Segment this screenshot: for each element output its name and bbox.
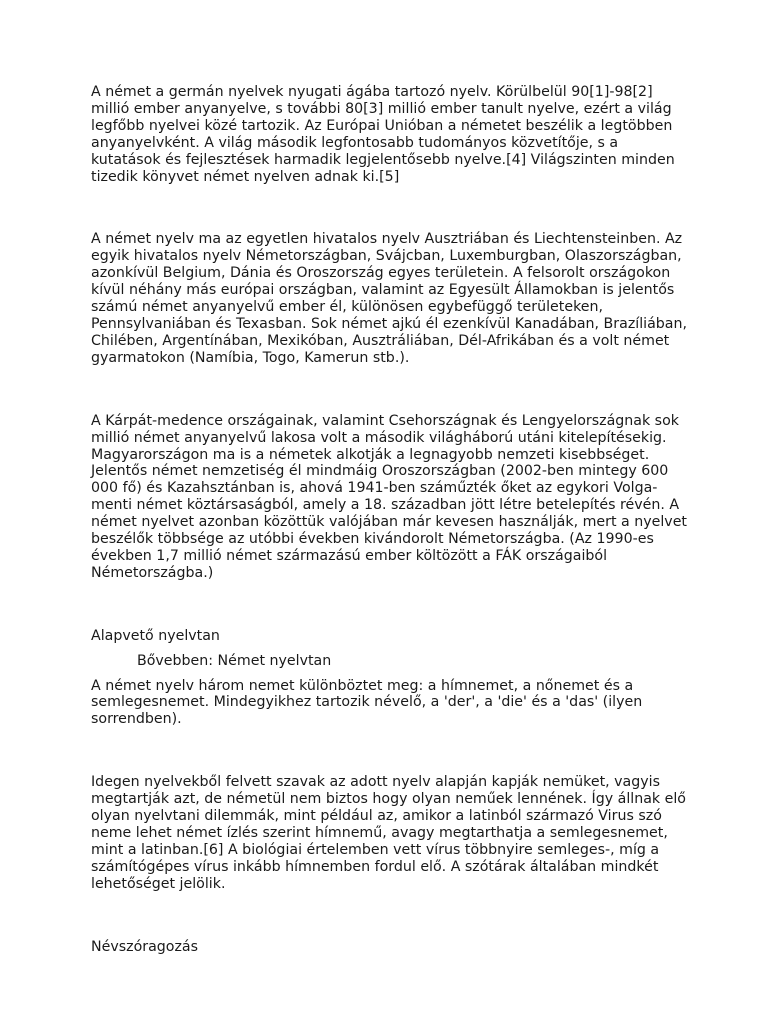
paragraph-official-language: A német nyelv ma az egyetlen hivatalos nyelv Ausztriában és Liechtensteinben. Az egyik hivatalos nyelv Németországban, Svájcban, Luxemburgban, Olaszországban, azonkívül Belgium, Dánia és Oroszország egyes területein. A felsorolt országokon kívül néhány más európai országban, valamint az Egyesült Államokban is jelentős számú német anyanyelvű ember él, különösen egybefüggő területeken, Pennsylvaniában és Texasban. Sok német ajkú él ezenkívül Kanadában, Brazíliában, Chilében, Argentínában, Mexikóban, Ausztráliában, Dél-Afrikában és a volt német gyarmatokon (Namíbia, Togo, Kamerun stb.). [91,231,687,366]
section-heading-grammar: Alapvető nyelvtan [91,627,220,644]
see-also-german-grammar: Bővebben: Német nyelvtan [137,652,332,669]
paragraph-genders: A német nyelv három nemet különböztet meg: a hímnemet, a nőnemet és a semlegesnemet. Mindegyikhez tartozik névelő, a 'der', a 'die' és a 'das' (ilyen sorrendben). [91,677,643,728]
section-heading-declension: Névszóragozás [91,938,199,955]
document-page [91,84,691,956]
paragraph-intro: A német a germán nyelvek nyugati ágába tartozó nyelv. Körülbelül 90[1]-98[2] millió ember anyanyelve, s további 80[3] millió ember tanult nyelve, ezért a világ legfőbb nyelvei közé tartozik. Az Európai Unióban a németet beszélik a legtöbben anyanyelvként. A világ második legfontosabb tudományos közvetítője, s a kutatások és fejlesztések harmadik legjelentősebb nyelve.[4] Világszinten minden tizedik könyvet német nyelven adnak ki.[5] [91,84,675,185]
paragraph-loanwords: Idegen nyelvekből felvett szavak az adott nyelv alapján kapják nemüket, vagyis megtartják azt, de németül nem biztos hogy olyan neműek lennének. Így állnak elő olyan nyelvtani dilemmák, mint például az, amikor a latinból származó Virus szó neme lehet német ízlés szerint hímnemű, avagy megtarthatja a semlegesnemet, mint a latinban.[6] A biológiai értelemben vett vírus többnyire semleges-, míg a számítógépes vírus inkább hímnemben fordul elő. A szótárak általában mindkét lehetőséget jelölik. [91,774,686,892]
paragraph-carpathian-basin: A Kárpát-medence országainak, valamint Csehországnak és Lengyelországnak sok millió német anyanyelvű lakosa volt a második világháború utáni kitelepítésekig. Magyarországon ma is a németek alkotják a legnagyobb nemzeti kisebbséget. Jelentős német nemzetiség él mindmáig Oroszországban (2002-ben mintegy 600 000 fő) és Kazahsztánban is, ahová 1941-ben száműzték őket az egykori Volga-menti német köztársaságból, amely a 18. században jött létre betelepítés révén. A német nyelvet azonban közöttük valójában már kevesen használják, mert a nyelvet beszélők többsége az utóbbi években kivándorolt Németországba. (Az 1990-es években 1,7 millió német származású ember költözött a FÁK országaiból Németországba.) [91,412,687,581]
